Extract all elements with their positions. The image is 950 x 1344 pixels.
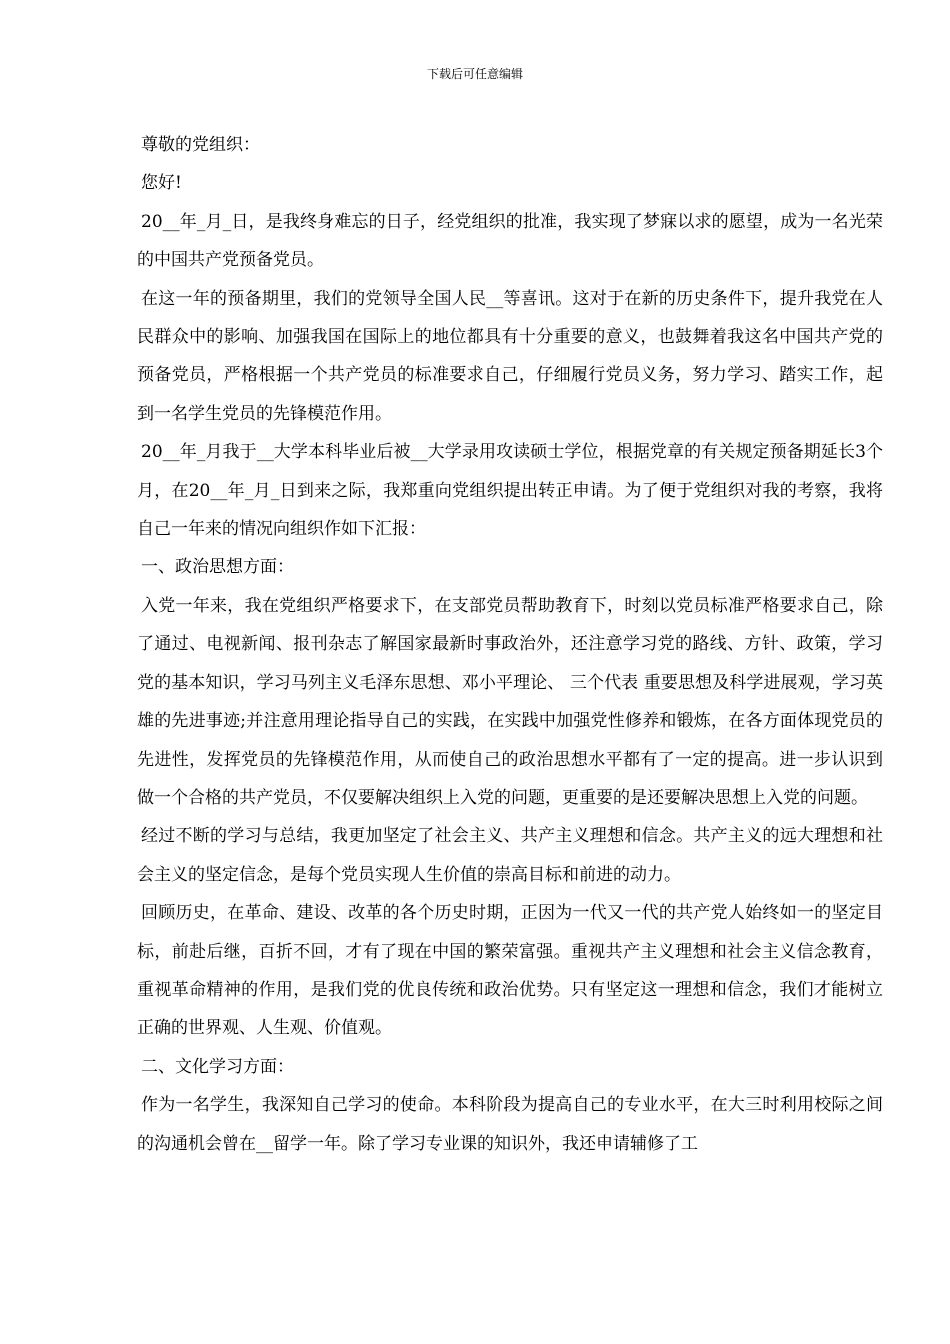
paragraph-probation-period: 在这一年的预备期里，我们的党领导全国人民__等喜讯。这对于在新的历史条件下，提升我党在人民群众中的影响、加强我国在国际上的地位都具有十分重要的意义，也鼓舞着我这名中国共产党的预备党员，严格根据一个共产党员的标准要求自己，仔细履行党员义务，努力学习、踏实工作，起到一名学生党员的先锋模范作用。 [137,288,883,424]
paragraph-political-study: 入党一年来，我在党组织严格要求下，在支部党员帮助教育下，时刻以党员标准严格要求自己，除了通过、电视新闻、报刊杂志了解国家最新时事政治外，还注意学习党的路线、方针、政策，学习党的基本知识，学习马列主义毛泽东思想、邓小平理论、 三个代表 重要思想及科学进展观，学习英雄的先进事迹;并注意用理论指导自己的实践，在实践中加强党性修养和锻炼，在各方面体现党员的先进性，发挥党员的先锋模范作用，从而使自己的政治思想水平都有了一定的提高。进一步认识到做一个合格的共产党员，不仅要解决组织上入党的问题，更重要的是还要解决思想上入党的问题。 [137,595,883,808]
document-body [137,126,883,1163]
paragraph-ideals-belief: 经过不断的学习与总结，我更加坚定了社会主义、共产主义理想和信念。共产主义的远大理想和社会主义的坚定信念，是每个党员实现人生价值的崇高目标和前进的动力。 [137,826,883,885]
paragraph-history-review: 回顾历史，在革命、建设、改革的各个历史时期，正因为一代又一代的共产党人始终如一的坚定目标，前赴后继，百折不回，才有了现在中国的繁荣富强。重视共产主义理想和社会主义信念教育，重视革命精神的作用，是我们党的优良传统和政治优势。只有坚定这一理想和信念，我们才能树立正确的世界观、人生观、价值观。 [137,903,883,1039]
paragraph-admission-date: 20__年_月_日，是我终身难忘的日子，经党组织的批准，我实现了梦寐以求的愿望，成为一名光荣的中国共产党预备党员。 [137,211,883,271]
paragraph-study-mission: 作为一名学生，我深知自己学习的使命。本科阶段为提高自己的专业水平，在大三时利用校际之间的沟通机会曾在__留学一年。除了学习专业课的知识外，我还申请辅修了工 [137,1095,883,1154]
paragraph-conversion-application: 20__年_月我于__大学本科毕业后被__大学录用攻读硕士学位，根据党章的有关规定预备期延长3个月，在20__年_月_日到来之际，我郑重向党组织提出转正申请。为了便于党组织对我的考察，我将自己一年来的情况向组织作如下汇报： [137,442,883,540]
page-header: 下载后可任意编辑 [426,67,523,81]
greeting: 您好! [141,173,182,194]
salutation: 尊敬的党组织： [141,135,260,155]
section-heading-study: 二、文化学习方面： [141,1056,294,1077]
section-heading-political: 一、政治思想方面： [141,557,294,578]
